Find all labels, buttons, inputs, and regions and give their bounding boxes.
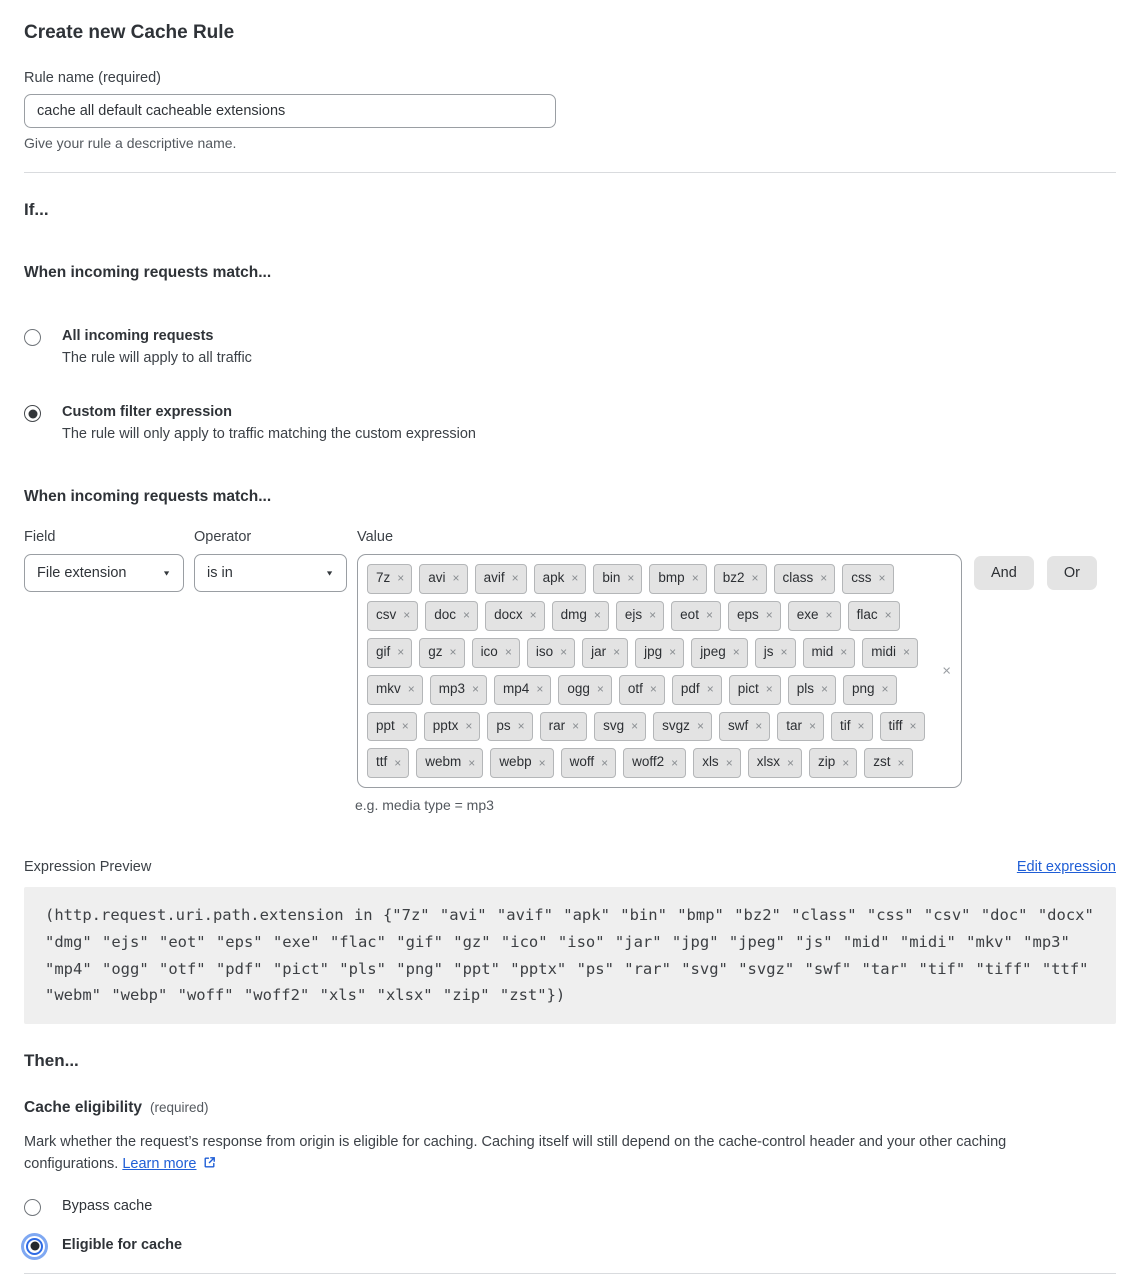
remove-tag-icon[interactable]: × — [649, 681, 657, 696]
expression-preview-label: Expression Preview — [24, 859, 152, 876]
radio-option-label: All incoming requests — [62, 328, 214, 344]
or-button[interactable]: Or — [1047, 556, 1097, 590]
extension-tag-label: ppt — [376, 717, 395, 733]
extension-tag[interactable] — [748, 748, 802, 778]
extension-tag-label: mkv — [376, 680, 401, 696]
extension-tag[interactable] — [472, 638, 520, 668]
radio-unselected-icon[interactable] — [24, 1199, 41, 1216]
remove-tag-icon[interactable]: × — [613, 644, 621, 659]
remove-tag-icon[interactable]: × — [909, 718, 917, 733]
remove-tag-icon[interactable]: × — [821, 681, 829, 696]
extension-tag[interactable] — [691, 638, 748, 668]
remove-tag-icon[interactable]: × — [897, 755, 905, 770]
extension-tag-label: webm — [425, 754, 462, 770]
extension-tag-label: ogg — [567, 680, 590, 696]
and-button[interactable]: And — [974, 556, 1034, 590]
extension-tag[interactable] — [616, 601, 664, 631]
extension-tag[interactable] — [419, 638, 464, 668]
extension-tag-label: avi — [428, 570, 446, 585]
edit-expression-link[interactable]: Edit expression — [1016, 859, 1116, 876]
extension-tag[interactable] — [540, 712, 588, 742]
radio-option-custom-filter-expression[interactable] — [24, 404, 1116, 442]
remove-tag-icon[interactable]: × — [449, 644, 457, 659]
extension-tag[interactable] — [843, 675, 897, 705]
operator-select[interactable] — [194, 554, 347, 592]
remove-tag-icon[interactable]: × — [536, 681, 544, 696]
extension-tag[interactable] — [653, 712, 712, 742]
remove-tag-icon[interactable]: × — [706, 681, 714, 696]
extension-tag-label: webp — [499, 754, 532, 770]
extension-tag-label: jar — [591, 643, 607, 659]
extension-tag[interactable] — [367, 564, 412, 594]
required-note: (required) — [150, 1099, 209, 1115]
remove-tag-icon[interactable]: × — [511, 571, 519, 586]
extension-tag-label: mp3 — [438, 680, 466, 696]
remove-tag-icon[interactable]: × — [780, 644, 788, 659]
extension-tag-label: swf — [727, 717, 749, 733]
remove-tag-icon[interactable]: × — [884, 607, 892, 622]
extension-tag-label: tiff — [888, 717, 903, 733]
extension-tag-label: 7z — [376, 570, 391, 585]
extension-tag[interactable] — [558, 675, 612, 705]
extension-tag-label: woff2 — [632, 754, 665, 770]
extension-tag[interactable] — [635, 638, 684, 668]
match-heading: When incoming requests match... — [24, 264, 272, 281]
radio-option-label: Bypass cache — [62, 1197, 153, 1214]
extension-tag[interactable] — [864, 748, 912, 778]
remove-tag-icon[interactable]: × — [786, 755, 794, 770]
cache-eligibility-description — [24, 1131, 1104, 1178]
extension-tag[interactable] — [367, 675, 423, 705]
remove-tag-icon[interactable]: × — [403, 607, 411, 622]
extension-tag[interactable] — [774, 564, 836, 594]
extension-tag[interactable] — [693, 748, 741, 778]
extension-tag[interactable] — [619, 675, 665, 705]
extension-tag[interactable] — [848, 601, 900, 631]
field-label: Field — [24, 529, 56, 545]
extension-tag-label: jpg — [644, 643, 663, 659]
remove-tag-icon[interactable]: × — [825, 607, 833, 622]
remove-tag-icon[interactable]: × — [732, 644, 740, 659]
extension-tag-label: class — [782, 570, 814, 585]
remove-tag-icon[interactable]: × — [820, 571, 828, 586]
remove-tag-icon[interactable]: × — [765, 681, 773, 696]
extension-tag[interactable] — [831, 712, 873, 742]
extension-tag[interactable] — [561, 748, 617, 778]
extension-tag-label: css — [851, 570, 872, 585]
extension-tag[interactable] — [367, 712, 417, 742]
remove-tag-icon[interactable]: × — [857, 718, 865, 733]
extension-tag-label: tar — [786, 717, 802, 733]
extension-tag[interactable] — [487, 712, 532, 742]
extension-tag[interactable] — [729, 675, 781, 705]
operator-column — [194, 529, 347, 592]
extension-tag[interactable] — [475, 564, 527, 594]
radio-selected-icon[interactable] — [24, 405, 41, 422]
value-tags-input[interactable] — [357, 554, 962, 788]
extension-tag[interactable] — [430, 675, 487, 705]
remove-tag-icon[interactable]: × — [751, 571, 759, 586]
extension-tag[interactable] — [367, 748, 409, 778]
extension-tag-label: eps — [736, 606, 759, 622]
extension-tag-label: ejs — [624, 606, 643, 622]
extension-tag[interactable] — [862, 638, 918, 668]
radio-selected-focused-icon[interactable] — [26, 1238, 43, 1255]
extension-tag[interactable] — [788, 601, 841, 631]
extension-tag-label: dmg — [560, 606, 587, 622]
remove-tag-icon[interactable]: × — [649, 607, 657, 622]
extension-tag-label: bz2 — [722, 570, 745, 585]
extension-tag[interactable] — [552, 601, 609, 631]
extension-tag-label: png — [852, 680, 875, 696]
extension-tag-label: woff — [569, 754, 595, 770]
remove-tag-icon[interactable]: × — [407, 681, 415, 696]
operator-select-value: is in — [207, 565, 233, 581]
extension-tag-label: xls — [702, 754, 719, 770]
extension-tag[interactable] — [425, 601, 478, 631]
remove-tag-icon[interactable]: × — [517, 718, 525, 733]
radio-unselected-icon[interactable] — [24, 329, 41, 346]
extension-tag[interactable] — [367, 601, 418, 631]
expression-preview-header — [24, 859, 1116, 875]
remove-tag-icon[interactable]: × — [705, 607, 713, 622]
remove-tag-icon[interactable]: × — [571, 571, 579, 586]
radio-option-description: The rule will apply to all traffic — [62, 350, 252, 366]
remove-tag-icon[interactable]: × — [593, 607, 601, 622]
remove-tag-icon[interactable]: × — [878, 571, 886, 586]
extension-tag-label: csv — [376, 606, 397, 622]
description-text: Mark whether the request’s response from origin is eligible for caching. Caching itself will still depend on the cache-control header and your other caching configurations. — [24, 1133, 1007, 1173]
learn-more-link[interactable]: Learn more — [122, 1156, 197, 1173]
cache-eligibility-heading: Cache eligibility — [24, 1098, 143, 1116]
remove-tag-icon[interactable]: × — [472, 681, 480, 696]
extension-tag-label: ps — [496, 717, 511, 733]
section-divider — [24, 172, 1116, 173]
remove-tag-icon[interactable]: × — [529, 607, 537, 622]
extension-tag[interactable] — [485, 601, 545, 631]
extension-tag[interactable] — [367, 638, 412, 668]
extension-tag[interactable] — [880, 712, 925, 742]
field-select-value: File extension — [37, 565, 127, 581]
remove-tag-icon[interactable]: × — [394, 755, 402, 770]
remove-tag-icon[interactable]: × — [401, 718, 409, 733]
rule-name-label: Rule name (required) — [24, 70, 162, 86]
radio-option-description: The rule will only apply to traffic matching the custom expression — [62, 426, 476, 442]
extension-tag-label: pict — [737, 680, 759, 696]
extension-tag-label: avif — [483, 570, 505, 585]
extension-tag-label: ico — [480, 643, 498, 659]
remove-tag-icon[interactable]: × — [468, 755, 476, 770]
extension-tag-label: eot — [680, 606, 699, 622]
extension-tag[interactable] — [490, 748, 553, 778]
logic-buttons — [974, 556, 1097, 590]
extension-tag-label: iso — [535, 643, 554, 659]
remove-tag-icon[interactable]: × — [881, 681, 889, 696]
extension-tag-label: pdf — [680, 680, 700, 696]
extension-tag[interactable] — [728, 601, 781, 631]
remove-tag-icon[interactable]: × — [765, 607, 773, 622]
extension-tag[interactable] — [649, 564, 706, 594]
remove-tag-icon[interactable]: × — [755, 718, 763, 733]
extension-tag-label: pls — [796, 680, 814, 696]
remove-tag-icon[interactable]: × — [669, 644, 677, 659]
clear-all-tags-icon[interactable]: × — [942, 662, 951, 680]
remove-tag-icon[interactable]: × — [572, 718, 580, 733]
external-link-icon — [202, 1155, 217, 1177]
extension-tag-label: ttf — [376, 754, 388, 770]
extension-tag[interactable] — [527, 638, 575, 668]
remove-tag-icon[interactable]: × — [840, 644, 848, 659]
extension-tag-label: mid — [811, 643, 834, 659]
chevron-down-icon: ▼ — [162, 569, 171, 577]
remove-tag-icon[interactable]: × — [560, 644, 568, 659]
extension-tag-label: pptx — [432, 717, 459, 733]
extension-tag-label: apk — [542, 570, 565, 585]
extension-tag-label: docx — [494, 606, 523, 622]
extension-tag[interactable] — [809, 748, 857, 778]
condition-builder-row — [24, 529, 1116, 788]
extension-tag-label: exe — [796, 606, 819, 622]
extension-tag-label: bin — [602, 570, 621, 585]
extension-tag-label: gif — [376, 643, 391, 659]
field-column — [24, 529, 184, 592]
extension-tag-label: jpeg — [700, 643, 726, 659]
condition-heading: When incoming requests match... — [24, 488, 272, 505]
extension-tag[interactable] — [777, 712, 824, 742]
remove-tag-icon[interactable]: × — [725, 755, 733, 770]
remove-tag-icon[interactable]: × — [452, 571, 460, 586]
radio-option-label: Eligible for cache — [62, 1236, 183, 1253]
remove-tag-icon[interactable]: × — [465, 718, 473, 733]
extension-tag-label: gz — [428, 643, 443, 659]
remove-tag-icon[interactable]: × — [397, 571, 405, 586]
radio-option-label: Custom filter expression — [62, 404, 233, 420]
remove-tag-icon[interactable]: × — [671, 755, 679, 770]
value-column — [357, 529, 962, 788]
extension-tag-label: svg — [603, 717, 625, 733]
extension-tag-label: xlsx — [756, 754, 780, 770]
extension-tag[interactable] — [623, 748, 686, 778]
extension-tag[interactable] — [719, 712, 770, 742]
remove-tag-icon[interactable]: × — [596, 681, 604, 696]
extension-tag[interactable] — [788, 675, 836, 705]
extension-tag[interactable] — [593, 564, 642, 594]
extension-tag-label: js — [763, 643, 774, 659]
extension-tag[interactable] — [424, 712, 481, 742]
operator-label: Operator — [194, 529, 252, 545]
chevron-down-icon: ▼ — [325, 569, 334, 577]
extension-tag[interactable] — [755, 638, 796, 668]
remove-tag-icon[interactable]: × — [627, 571, 635, 586]
extension-tag[interactable] — [494, 675, 551, 705]
extension-tag[interactable] — [416, 748, 483, 778]
remove-tag-icon[interactable]: × — [691, 571, 699, 586]
remove-tag-icon[interactable]: × — [903, 644, 911, 659]
remove-tag-icon[interactable]: × — [504, 644, 512, 659]
remove-tag-icon[interactable]: × — [631, 718, 639, 733]
field-select[interactable] — [24, 554, 184, 592]
extension-tag-label: mp4 — [503, 680, 530, 696]
then-heading: Then... — [24, 1050, 79, 1070]
radio-option-bypass-cache[interactable] — [24, 1198, 1116, 1216]
if-heading: If... — [24, 200, 49, 219]
extension-tag[interactable] — [534, 564, 587, 594]
remove-tag-icon[interactable]: × — [538, 755, 546, 770]
remove-tag-icon[interactable]: × — [696, 718, 704, 733]
extension-tag-label: otf — [627, 680, 643, 696]
value-hint: e.g. media type = mp3 — [355, 797, 494, 814]
page-title: Create new Cache Rule — [24, 22, 235, 43]
extension-tag-label: zst — [873, 754, 891, 770]
extension-tag[interactable] — [803, 638, 856, 668]
extension-tag[interactable] — [671, 601, 721, 631]
extension-tag-label: midi — [871, 643, 897, 659]
extension-tag-label: svgz — [662, 717, 690, 733]
rule-name-input[interactable] — [24, 94, 556, 128]
remove-tag-icon[interactable]: × — [463, 607, 471, 622]
extension-tag-label: tif — [840, 717, 851, 733]
extension-tag-label: doc — [434, 606, 457, 622]
cache-eligibility-heading-row — [24, 1099, 1116, 1117]
extension-tag[interactable] — [672, 675, 722, 705]
extension-tag[interactable] — [842, 564, 893, 594]
remove-tag-icon[interactable]: × — [808, 718, 816, 733]
remove-tag-icon[interactable]: × — [842, 755, 850, 770]
rule-name-help: Give your rule a descriptive name. — [24, 135, 237, 151]
extension-tag-label: bmp — [658, 570, 685, 585]
extension-tag[interactable] — [714, 564, 767, 594]
remove-tag-icon[interactable]: × — [397, 644, 405, 659]
value-label: Value — [357, 529, 394, 545]
extension-tag-label: zip — [817, 754, 836, 770]
remove-tag-icon[interactable]: × — [601, 755, 609, 770]
extension-tag-label: rar — [548, 717, 566, 733]
extension-tag[interactable] — [594, 712, 646, 742]
extension-tag-label: flac — [856, 606, 878, 622]
radio-option-eligible-for-cache[interactable] — [24, 1237, 1116, 1255]
extension-tag[interactable] — [419, 564, 467, 594]
extension-tag[interactable] — [582, 638, 628, 668]
radio-option-all-incoming-requests[interactable] — [24, 328, 1116, 366]
expression-preview-code: (http.request.uri.path.extension in {"7z" "avi" "avif" "apk" "bin" "bmp" "bz2" "class" "css" "csv" "doc" "docx" "dmg" "ejs" "eot" "eps" "exe" "flac" "gif" "gz" "ico" "iso" "jar" "jpg" "jpeg" "js" "mid" "midi" "mkv" "mp3" "mp4" "ogg" "otf" "pdf" "pict" "pls" "png" "ppt" "pptx" "ps" "rar" "svg" "svgz" "swf" "tar" "tif" "tiff" "ttf" "webm" "webp" "woff" "woff2" "xls" "xlsx" "zip" "zst"}) — [24, 887, 1116, 1024]
